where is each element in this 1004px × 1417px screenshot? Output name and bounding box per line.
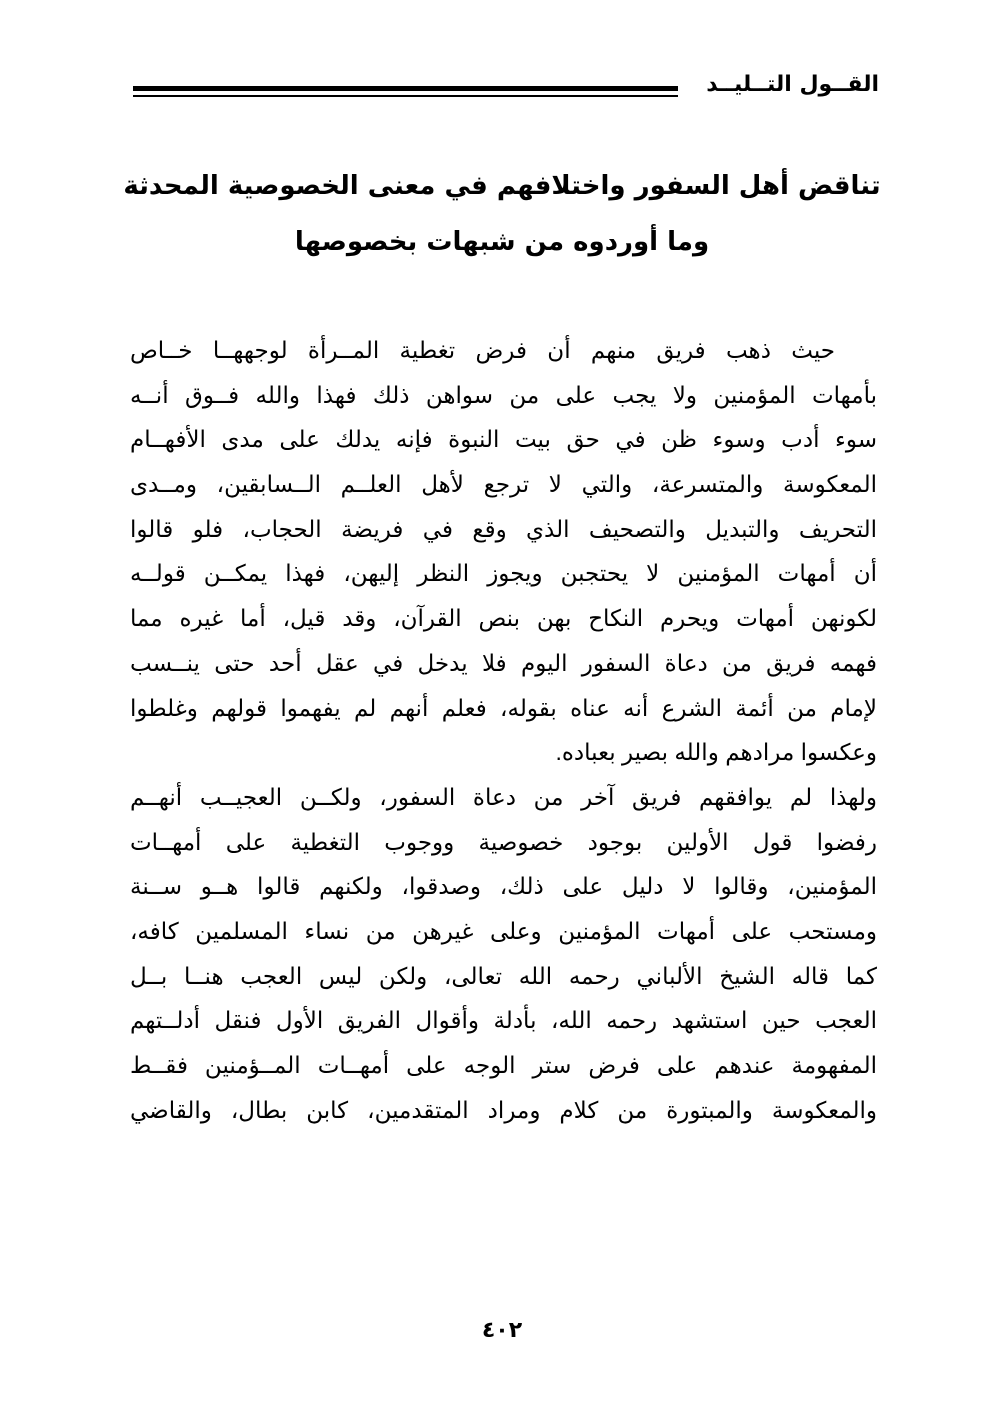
chapter-heading-line: تناقض أهل السفور واختلافهم في معنى الخصوصية المحدثة xyxy=(123,171,881,201)
text-line: ولهذا لم يوافقهم فريق آخر من دعاة السفور، ولكــن العجيــب أنهــم xyxy=(130,783,877,810)
text-line: المعكوسة والمتسرعة، والتي لا ترجع لأهل العلــم الــسابقين، ومــدى xyxy=(130,471,877,498)
text-line: رفضوا قول الأولين بوجود خصوصية ووجوب التغطية على أمهــات xyxy=(130,828,877,855)
text-line: بأمهات المؤمنين ولا يجب على من سواهن ذلك فهذا والله فــوق أنــه xyxy=(130,381,877,408)
paragraph-2 xyxy=(130,775,877,1133)
header-rule-thin xyxy=(133,95,678,97)
text-line: التحريف والتبديل والتصحيف الذي وقع في فريضة الحجاب، فلو قالوا xyxy=(130,515,877,542)
chapter-heading xyxy=(110,158,894,270)
text-line: كما قاله الشيخ الألباني رحمه الله تعالى، ولكن ليس العجب هنــا بــل xyxy=(130,962,877,989)
text-line: حيث ذهب فريق منهم أن فرض تغطية المــرأة لوجههــا خــاص xyxy=(130,337,835,363)
text-line: المؤمنين، وقالوا لا دليل على ذلك، وصدقوا، ولكنهم قالوا هــو ســنة xyxy=(130,873,877,900)
page-number: ٤٠٢ xyxy=(481,1318,523,1343)
text-line: لإمام من أئمة الشرع أنه عناه بقوله، فعلم أنهم لم يفهموا قولهم وغلطوا xyxy=(130,694,877,721)
text-line: المفهومة عندهم على فرض ستر الوجه على أمهــات المــؤمنين فقــط xyxy=(130,1052,877,1078)
header-rule-thick xyxy=(133,86,678,91)
text-line: فهمه فريق من دعاة السفور اليوم فلا يدخل في عقل أحد حتى ينــسب xyxy=(130,649,877,676)
text-line: وعكسوا مرادهم والله بصير بعباده. xyxy=(555,739,877,766)
text-line: سوء أدب وسوء ظن في حق بيت النبوة فإنه يدلك على مدى الأفهــام xyxy=(130,426,877,453)
text-line: أن أمهات المؤمنين لا يحتجبن ويجوز النظر إليهن، فهذا يمكــن قولــه xyxy=(130,560,877,587)
text-line: والمعكوسة والمبتورة من كلام ومراد المتقدمين، كابن بطال، والقاضي xyxy=(130,1096,877,1123)
text-line: ومستحب على أمهات المؤمنين وعلى غيرهن من نساء المسلمين كافه، xyxy=(130,917,877,944)
body-text xyxy=(130,328,877,1132)
chapter-heading-line: وما أوردوه من شبهات بخصوصها xyxy=(294,227,710,257)
paragraph-1 xyxy=(130,328,877,775)
running-header-title: القــول التــليــد xyxy=(706,72,879,97)
text-line: العجب حين استشهد رحمه الله، بأدلة وأقوال الفريق الأول فنقل أدلــتهم xyxy=(130,1007,877,1034)
text-line: لكونهن أمهات ويحرم النكاح بهن بنص القرآن، وقد قيل، أما غيره مما xyxy=(130,605,877,632)
